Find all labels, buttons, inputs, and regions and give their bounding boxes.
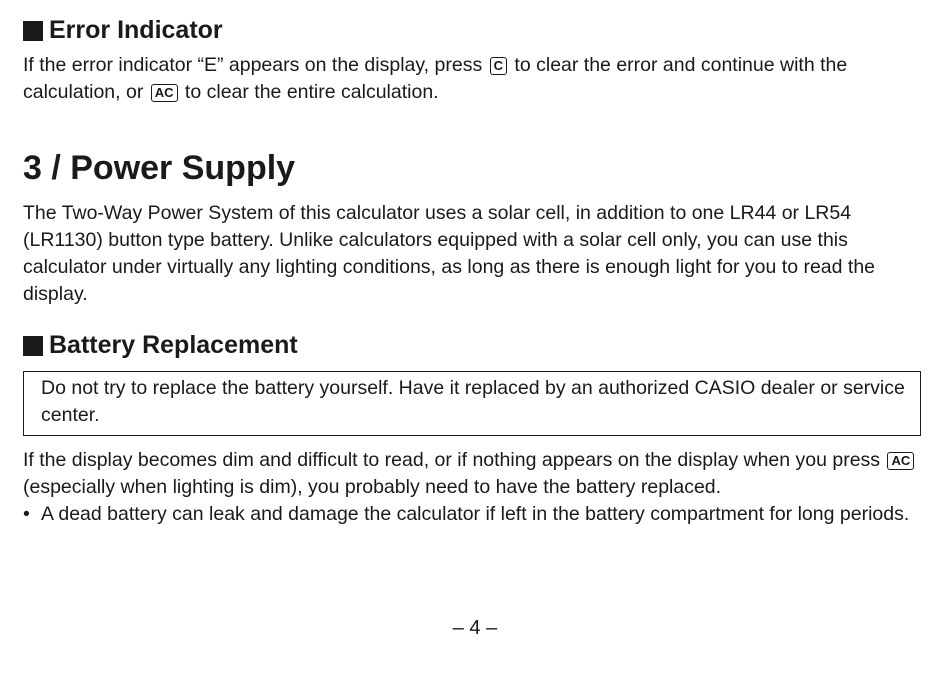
square-bullet-icon xyxy=(23,21,43,41)
battery-replacement-heading xyxy=(23,330,923,360)
error-text-part3: to clear the entire calculation. xyxy=(179,81,439,103)
clear-key-icon: C xyxy=(490,57,507,75)
error-text-part2: to clear the error and continue with the calculation, or xyxy=(23,54,848,103)
notice-text: Do not try to replace the battery yourself. Have it replaced by an authorized CASIO dealer or service center. xyxy=(41,377,905,426)
error-indicator-paragraph xyxy=(23,52,923,106)
bullet-text: A dead battery can leak and damage the calculator if left in the battery compartment for long periods. xyxy=(41,503,910,525)
battery-replacement-paragraph xyxy=(23,447,923,501)
page-number: – 4 – xyxy=(452,617,498,639)
notice-box xyxy=(23,371,921,436)
error-indicator-heading xyxy=(23,15,923,45)
battery-text-part1: If the display becomes dim and difficult to read, or if nothing appears on the display when you press xyxy=(23,449,886,471)
bullet-icon: • xyxy=(23,503,30,525)
battery-replacement-section xyxy=(23,330,923,528)
battery-replacement-heading-text: Battery Replacement xyxy=(49,331,298,359)
power-supply-title: 3 / Power Supply xyxy=(23,149,296,187)
power-supply-section xyxy=(23,148,923,308)
all-clear-key-icon: AC xyxy=(887,452,914,470)
error-indicator-heading-text: Error Indicator xyxy=(49,16,223,44)
error-text-part1: If the error indicator “E” appears on the display, press xyxy=(23,54,488,76)
error-indicator-section xyxy=(23,15,923,106)
bullet-list-item xyxy=(23,501,923,528)
all-clear-key-icon: AC xyxy=(151,84,178,102)
square-bullet-icon xyxy=(23,336,43,356)
battery-text-part2: (especially when lighting is dim), you probably need to have the battery replaced. xyxy=(23,476,722,498)
power-supply-paragraph: The Two-Way Power System of this calculator uses a solar cell, in addition to one LR44 or LR54 (LR1130) button type battery. Unlike calculators equipped with a solar cell only, you can use this calculator under virtually any lighting conditions, as long as there is enough light for you to read the display. xyxy=(23,202,876,305)
